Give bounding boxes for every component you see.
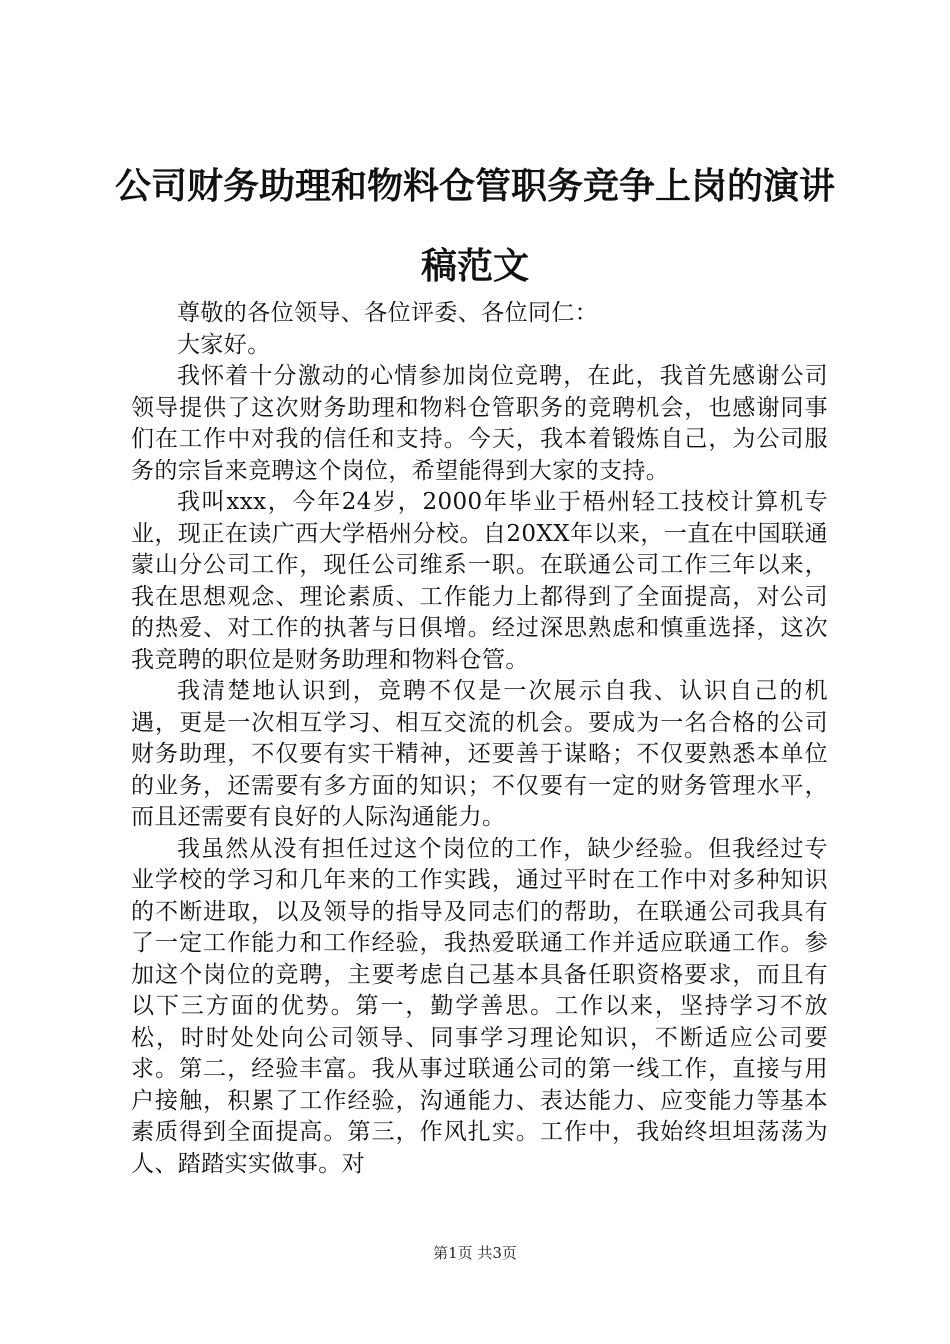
document-title-line-2: 稿范文 — [420, 245, 529, 287]
greeting-paragraph: 大家好。 — [177, 331, 271, 358]
body-paragraph: 我怀着十分激动的心情参加岗位竞聘，在此，我首先感谢公司领导提供了这次财务助理和物料仓管职务的竞聘机会，也感谢同事们在工作中对我的信任和支持。今天，我本着锻炼自己，为公司服务的宗旨来竞聘这个岗位，希望能得到大家的支持。 — [131, 363, 828, 484]
document-body — [131, 298, 828, 1180]
document-title-line-1: 公司财务助理和物料仓管职务竞争上岗的演讲 — [114, 165, 835, 207]
page-number-footer: 第1页 共3页 — [433, 1244, 517, 1262]
salutation-paragraph: 尊敬的各位领导、各位评委、各位同仁： — [177, 300, 599, 326]
body-paragraph: 我叫xxx，今年24岁，2000年毕业于梧州轻工技校计算机专业，现正在读广西大学梧州分校。自20XX年以来，一直在中国联通蒙山分公司工作，现任公司维系一职。在联通公司工作三年以来，我在思想观念、理论素质、工作能力上都得到了全面提高，对公司的热爱、对工作的执著与日俱增。经过深思熟虑和慎重选择，这次我竞聘的职位是财务助理和物料仓管。 — [131, 489, 828, 673]
body-paragraph: 我虽然从没有担任过这个岗位的工作，缺少经验。但我经过专业学校的学习和几年来的工作实践，通过平时在工作中对多种知识的不断进取，以及领导的指导及同志们的帮助，在联通公司我具有了一定工作能力和工作经验，我热爱联通工作并适应联通工作。参加这个岗位的竞聘，主要考虑自己基本具备任职资格要求，而且有以下三方面的优势。第一，勤学善思。工作以来，坚持学习不放松，时时处处向公司领导、同事学习理论知识，不断适应公司要求。第二，经验丰富。我从事过联通公司的第一线工作，直接与用户接触，积累了工作经验，沟通能力、表达能力、应变能力等基本素质得到全面提高。第三，作风扎实。工作中，我始终坦坦荡荡为人、踏踏实实做事。对 — [131, 835, 828, 1177]
body-paragraph: 我清楚地认识到，竞聘不仅是一次展示自我、认识自己的机遇，更是一次相互学习、相互交流的机会。要成为一名合格的公司财务助理，不仅要有实干精神，还要善于谋略；不仅要熟悉本单位的业务，还需要有多方面的知识；不仅要有一定的财务管理水平，而且还需要有良好的人际沟通能力。 — [131, 678, 828, 830]
